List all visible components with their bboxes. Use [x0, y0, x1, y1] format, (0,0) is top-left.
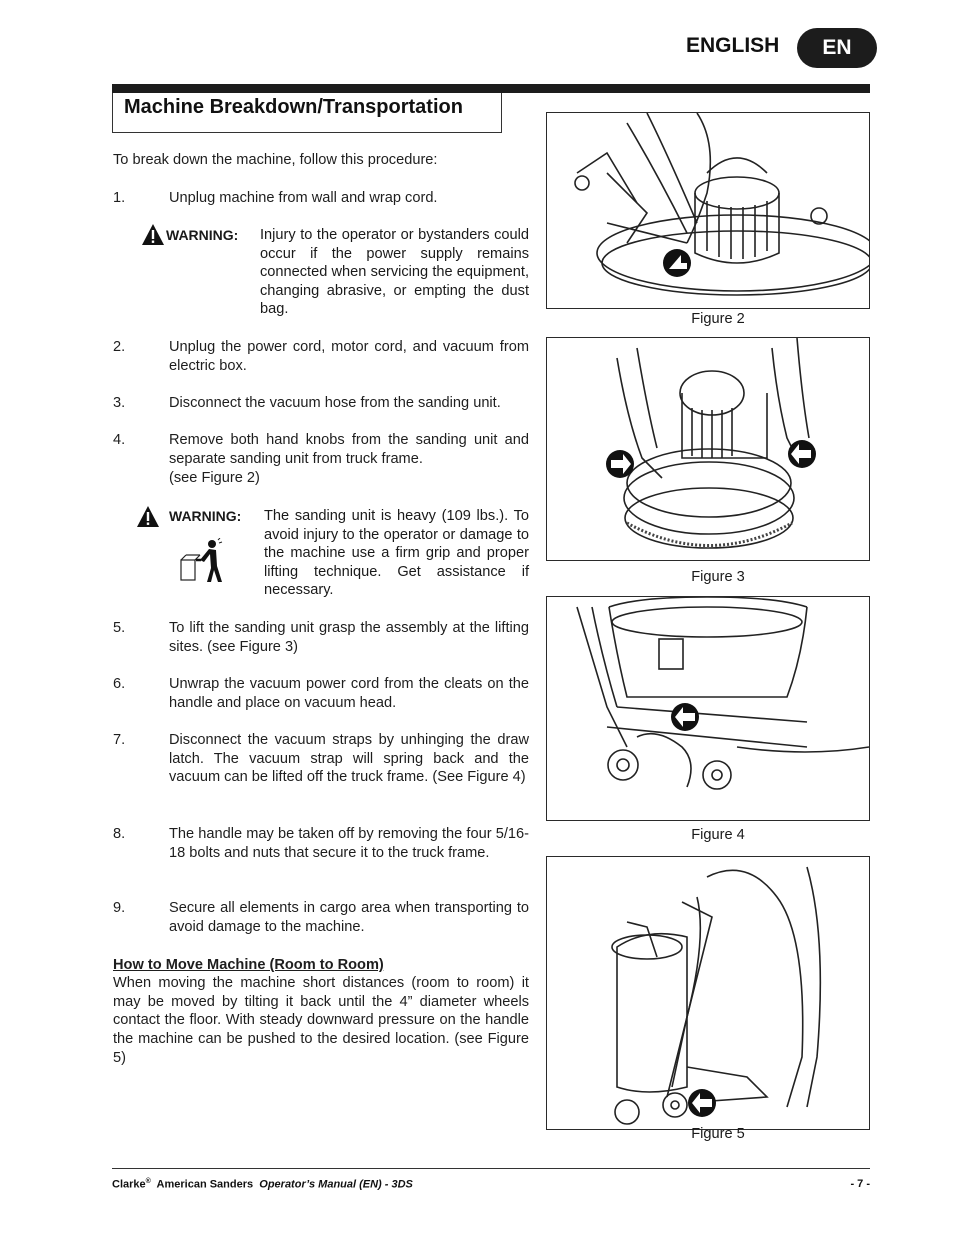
step-4-text: Remove both hand knobs from the sanding unit and separate sanding unit from truck frame.	[169, 432, 529, 467]
footer-publisher	[112, 1178, 413, 1191]
section-title: Machine Breakdown/Transportation	[124, 96, 463, 118]
step-8-text: The handle may be taken off by removing the four 5/16-18 bolts and nuts that secure it to the truck frame.	[169, 826, 529, 861]
footer-rule	[112, 1168, 870, 1169]
step-4-reference: (see Figure 2)	[169, 470, 260, 486]
footer-company: American Sanders	[156, 1178, 254, 1191]
step-8-number: 8.	[113, 826, 126, 842]
figure-4-image	[546, 596, 870, 821]
footer-manual-title: Operator’s Manual (EN) - 3DS	[259, 1178, 413, 1191]
figure-2-image	[546, 112, 870, 309]
step-6-text: Unwrap the vacuum power cord from the cleats on the handle and place on vacuum head.	[169, 676, 529, 711]
step-9-text: Secure all elements in cargo area when transporting to avoid damage to the machine.	[169, 900, 529, 935]
person-lifting-icon	[178, 538, 224, 584]
header-rule	[112, 84, 870, 93]
figure-5-image	[546, 856, 870, 1130]
warning-1-label: WARNING:	[166, 227, 239, 243]
step-3-number: 3.	[113, 395, 126, 411]
step-4-number: 4.	[113, 432, 126, 448]
step-6-number: 6.	[113, 676, 126, 692]
footer-brand: Clarke	[112, 1178, 146, 1191]
step-2-text: Unplug the power cord, motor cord, and vacuum from electric box.	[169, 339, 529, 374]
page-number: - 7 -	[850, 1178, 870, 1190]
warning-2-text: The sanding unit is heavy (109 lbs.). To avoid injury to the operator or damage to the machine use a firm grip and proper lifting technique. Get assistance if necessary.	[264, 508, 529, 599]
warning-triangle-icon	[141, 223, 165, 246]
step-7-text: Disconnect the vacuum straps by unhinging the draw latch. The vacuum strap will spring back and the vacuum can be lifted off the truck frame. (See Figure 4)	[169, 732, 529, 786]
step-5-number: 5.	[113, 620, 126, 636]
language-badge: EN	[797, 28, 877, 68]
step-7-number: 7.	[113, 732, 126, 748]
step-1-number: 1.	[113, 190, 126, 206]
move-text: When moving the machine short distances (room to room) it may be moved by tilting it back until the 4” diameter wheels contact the floor. With steady downward pressure on the handle the machine can be pushed to the desired location. (see Figure 5)	[113, 975, 529, 1066]
step-9-number: 9.	[113, 900, 126, 916]
step-2-number: 2.	[113, 339, 126, 355]
figure-5-caption: Figure 5	[691, 1126, 745, 1142]
warning-2-label: WARNING:	[169, 508, 242, 524]
figure-3-image	[546, 337, 870, 561]
figure-3-caption: Figure 3	[691, 569, 745, 585]
figure-2-caption: Figure 2	[691, 311, 745, 327]
figure-4-caption: Figure 4	[691, 827, 745, 843]
warning-triangle-icon	[136, 505, 160, 528]
step-1-text: Unplug machine from wall and wrap cord.	[169, 190, 438, 206]
step-3-text: Disconnect the vacuum hose from the sanding unit.	[169, 395, 501, 411]
move-heading: How to Move Machine (Room to Room)	[113, 957, 384, 973]
step-5-text: To lift the sanding unit grasp the assembly at the lifting sites. (see Figure 3)	[169, 620, 529, 655]
warning-1-text: Injury to the operator or bystanders could occur if the power supply remains connected when servicing the equipment, changing abrasive, or empting the dust bag.	[260, 227, 529, 318]
intro-text: To break down the machine, follow this procedure:	[113, 152, 438, 168]
registered-mark: ®	[145, 1178, 151, 1185]
language-label: ENGLISH	[686, 34, 780, 57]
